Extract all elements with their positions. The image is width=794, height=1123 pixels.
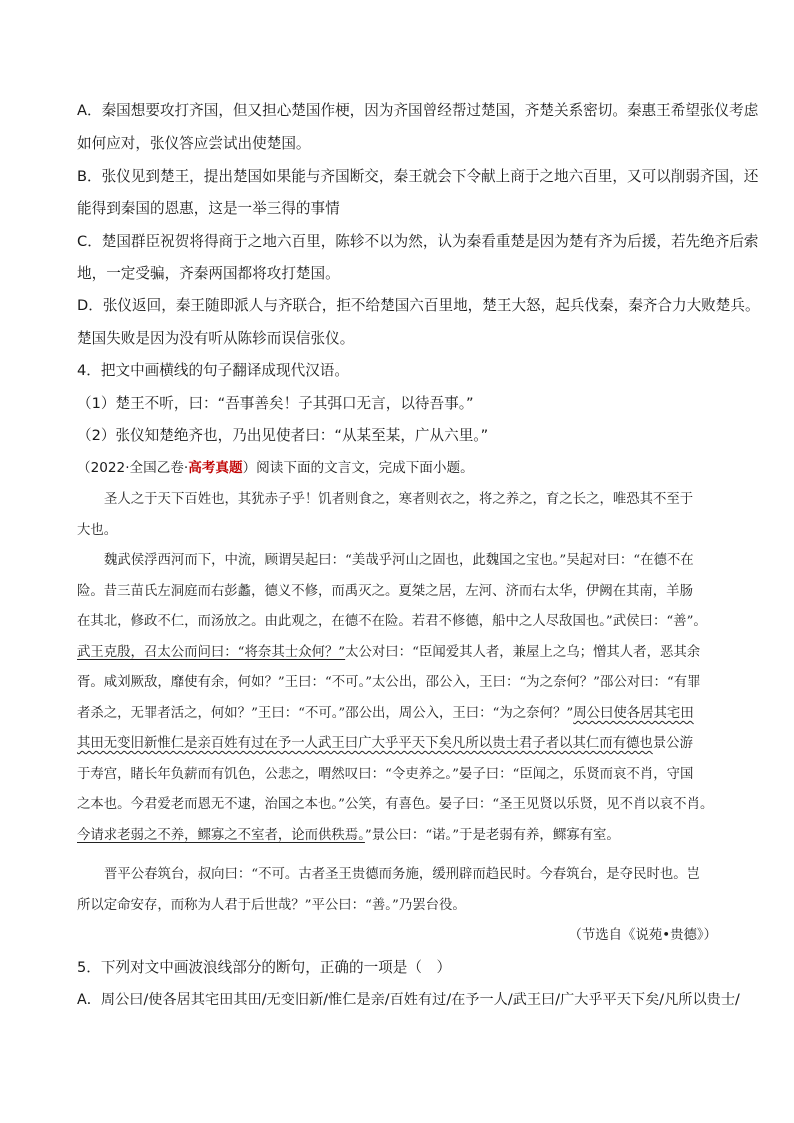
passage-p3-line3 (77, 704, 737, 724)
passage-p2-line3: 在其北，修政不仁，而汤放之。由此观之，在德不在险。若君不修德，船中之人尽敌国也。”武侯曰：“善”。 (77, 614, 707, 629)
p3-line7-rest: ”景公曰：“诺。”于是老弱有养，鳏寡有室。 (364, 828, 620, 843)
passage-p3-line7 (77, 826, 737, 846)
intro-suffix: ）阅读下面的文言文，完成下面小题。 (242, 460, 474, 476)
option-a-line2: 如何应对，张仪答应尝试出使楚国。 (77, 135, 311, 152)
question-5-title: 5．下列对文中画波浪线部分的断句，正确的一项是（ ） (77, 959, 452, 976)
passage-p3-line6: 之本也。今君爱老而恩无不逮，治国之本也。”公笑，有喜色。晏子曰：“圣王见贤以乐贤，见不肖以哀不肖。 (77, 797, 714, 812)
wavy-segment-1: 周公曰使各居其宅田 (573, 706, 694, 721)
question-4-title: 4．把文中画横线的句子翻译成现代汉语。 (77, 362, 349, 379)
passage-p4-line1: 晋平公春筑台，叔向曰：“不可。古者圣王贵德而务施，缓刑辟而趋民时。今春筑台，是夺民时也。岂 (104, 867, 701, 882)
option-d-line1: D．张仪返回，秦王随即派人与齐联合，拒不给楚国六百里地，楚王大怒，起兵伐秦，秦齐合力大败楚兵。 (77, 297, 760, 314)
passage-p1-line2: 大也。 (77, 523, 118, 538)
passage-p3-line2: 胥。咸刘厥敌，靡使有余，何如？”王曰：“不可。”太公出，邵公入，王曰：“为之奈何？”邵公对曰：“有罪 (77, 675, 701, 690)
question-4-item-2: （2）张仪知楚绝齐也，乃出见使者曰：“从某至某，广从六里。” (77, 427, 489, 444)
underlined-sentence-2: 今请求老弱之不养，鳏寡之不室者，论而供秩焉。 (77, 828, 365, 843)
option-c-line2: 地，一定受骗，齐秦两国都将攻打楚国。 (77, 265, 340, 282)
passage-source: （节选自《说苑•贵德》） (568, 928, 717, 943)
wavy-segment-2: 其田无变旧新惟仁是亲百姓有过在予一人武王曰广大乎平天下矣凡所以贵士君子者以其仁而有德也 (77, 736, 653, 751)
passage-p1-line1: 圣人之于天下百姓也，其犹赤子乎！饥者则食之，寒者则衣之，将之养之，育之长之，唯恐其不至于 (104, 492, 694, 507)
question-5-option-a: A．周公曰/使各居其宅田其田/无变旧新/惟仁是亲/百姓有过/在予一人/武王曰/广大乎平天下矣/凡所以贵士/ (77, 992, 740, 1008)
intro-prefix: （2022·全国乙卷· (77, 460, 189, 476)
exam-tag: 高考真题 (188, 460, 243, 476)
passage-p3-line4 (77, 734, 737, 754)
underlined-sentence-1: 武王克殷，召太公而问曰：“将奈其士众何？” (77, 645, 346, 660)
passage-intro (77, 458, 737, 478)
passage-p3-line1 (77, 643, 737, 663)
p3-line1-rest: 太公对曰：“臣闻爱其人者，兼屋上之乌；憎其人者，恶其余 (345, 645, 701, 660)
p3-line3-plain: 者杀之，无罪者活之，何如？”王曰：“不可。”邵公出，周公入，王曰：“为之奈何？” (77, 706, 574, 721)
option-b-line2: 能得到秦国的恩惠，这是一举三得的事情 (77, 200, 340, 217)
question-4-item-1: （1）楚王不听，曰：“吾事善矣！子其弭口无言，以待吾事。” (77, 395, 474, 412)
p3-line4-rest: 景公游 (652, 736, 693, 751)
option-b-line1: B．张仪见到楚王，提出楚国如果能与齐国断交，秦王就会下令献上商于之地六百里，又可以削弱齐国，还 (77, 168, 759, 185)
option-d-line2: 楚国失败是因为没有听从陈轸而误信张仪。 (77, 330, 355, 347)
passage-p2-line1: 魏武侯浮西河而下，中流，顾谓吴起曰：“美哉乎河山之固也，此魏国之宝也。”吴起对曰：“在德不在 (104, 553, 694, 568)
passage-p4-line2: 所以定命安存，而称为人君于后世哉？”平公曰：“善。”乃罢台役。 (77, 898, 466, 913)
option-a-line1: A．秦国想要攻打齐国，但又担心楚国作梗，因为齐国曾经帮过楚国，齐楚关系密切。秦惠王希望张仪考虑 (77, 102, 759, 119)
passage-p2-line2: 险。昔三苗氏左洞庭而右彭蠡，德义不修，而禹灭之。夏桀之居，左河、济而右太华，伊阙在其南，羊肠 (77, 584, 693, 599)
passage-p3-line5: 于寿宫，睹长年负薪而有饥色，公悲之，喟然叹曰：“令吏养之。”晏子曰：“臣闻之，乐贤而哀不肖，守国 (77, 767, 694, 782)
option-c-line1: C．楚国群臣祝贺将得商于之地六百里，陈轸不以为然，认为秦看重楚是因为楚有齐为后援，若先绝齐后索 (77, 233, 759, 250)
